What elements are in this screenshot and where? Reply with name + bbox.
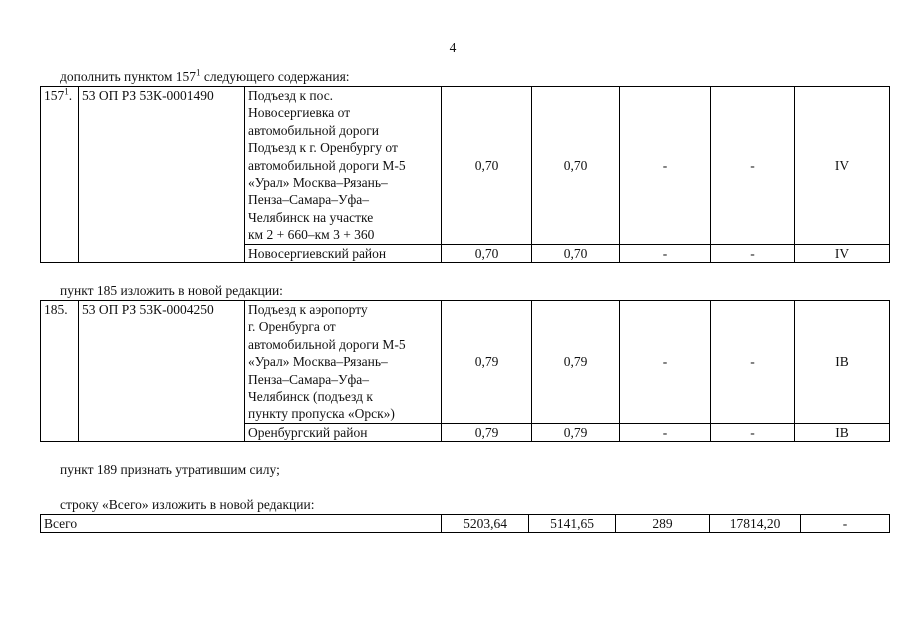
total-v4-cell: 17814,20 (710, 515, 801, 533)
table-point-185 (40, 300, 890, 442)
district-v2-cell: 0,70 (532, 244, 620, 262)
length-paved-cell: 0,79 (532, 301, 620, 424)
district-v4-cell: - (711, 423, 795, 441)
district-v2-cell: 0,79 (532, 423, 620, 441)
section3-text: пункт 189 признать утратившим силу; (60, 462, 280, 477)
length-col3-cell: - (620, 87, 711, 245)
district-cat-cell: IV (795, 244, 890, 262)
length-col3-cell: - (620, 301, 711, 424)
district-v1-cell: 0,70 (442, 244, 532, 262)
district-cat-cell: IB (795, 423, 890, 441)
section1-intro (60, 69, 350, 85)
row-number-cell: 185. (41, 301, 79, 442)
road-name-line: км 2 + 660–км 3 + 360 (248, 227, 375, 243)
road-name-line: Новосергиевка от (248, 105, 351, 121)
table-row (41, 515, 890, 533)
row-number-cell: $157^1$. (41, 87, 79, 263)
road-code-cell: 53 ОП РЗ 53К-0001490 (79, 87, 245, 263)
road-name-cell (245, 301, 442, 424)
road-name-line: Челябинск на участке (248, 209, 374, 225)
road-code-cell: 53 ОП РЗ 53К-0004250 (79, 301, 245, 442)
section1-intro-sup: 1 (196, 67, 201, 78)
district-name-cell: Новосергиевский район (245, 244, 442, 262)
road-name-line: Подъезд к пос. (248, 88, 334, 103)
length-col4-cell: - (711, 87, 795, 245)
road-name-line: пункту пропуска «Орск») (248, 406, 395, 422)
road-name-line: «Урал» Москва–Рязань– (248, 175, 388, 191)
road-name-line: автомобильной дороги М-5 (248, 157, 406, 173)
road-name-line: Подъезд к г. Оренбургу от (248, 140, 398, 156)
road-name-line: Пенза–Самара–Уфа– (248, 371, 370, 387)
road-name-line: «Урал» Москва–Рязань– (248, 354, 388, 370)
length-col4-cell: - (711, 301, 795, 424)
total-v1-cell: 5203,64 (442, 515, 529, 533)
total-v5-cell: - (801, 515, 890, 533)
table-point-157-1 (40, 86, 890, 263)
total-v2-cell: 5141,65 (529, 515, 616, 533)
road-name-line: автомобильной дороги (248, 122, 379, 138)
length-total-cell: 0,70 (442, 87, 532, 245)
category-cell: IB (795, 301, 890, 424)
district-v3-cell: - (620, 423, 711, 441)
road-name-line: автомобильной дороги М-5 (248, 336, 406, 352)
road-name-line: г. Оренбурга от (248, 319, 336, 335)
district-v4-cell: - (711, 244, 795, 262)
district-v1-cell: 0,79 (442, 423, 532, 441)
total-v3-cell: 289 (616, 515, 710, 533)
road-name-line: Подъезд к аэропорту (248, 302, 368, 317)
district-name-cell: Оренбургский район (245, 423, 442, 441)
section4-intro: строку «Всего» изложить в новой редакции: (60, 497, 315, 512)
total-label-cell: Всего (41, 515, 442, 533)
category-cell: IV (795, 87, 890, 245)
table-row (41, 301, 890, 424)
road-name-cell (245, 87, 442, 245)
table-row (41, 87, 890, 245)
length-total-cell: 0,79 (442, 301, 532, 424)
page-number: 4 (449, 40, 457, 55)
table-total (40, 514, 890, 533)
road-name-line: Пенза–Самара–Уфа– (248, 192, 370, 208)
road-name-line: Челябинск (подъезд к (248, 389, 373, 405)
section2-intro: пункт 185 изложить в новой редакции: (60, 283, 283, 298)
section1-intro-prefix: дополнить пунктом 157 (60, 69, 196, 84)
district-v3-cell: - (620, 244, 711, 262)
section1-intro-suffix: следующего содержания: (200, 69, 350, 84)
length-paved-cell: 0,70 (532, 87, 620, 245)
